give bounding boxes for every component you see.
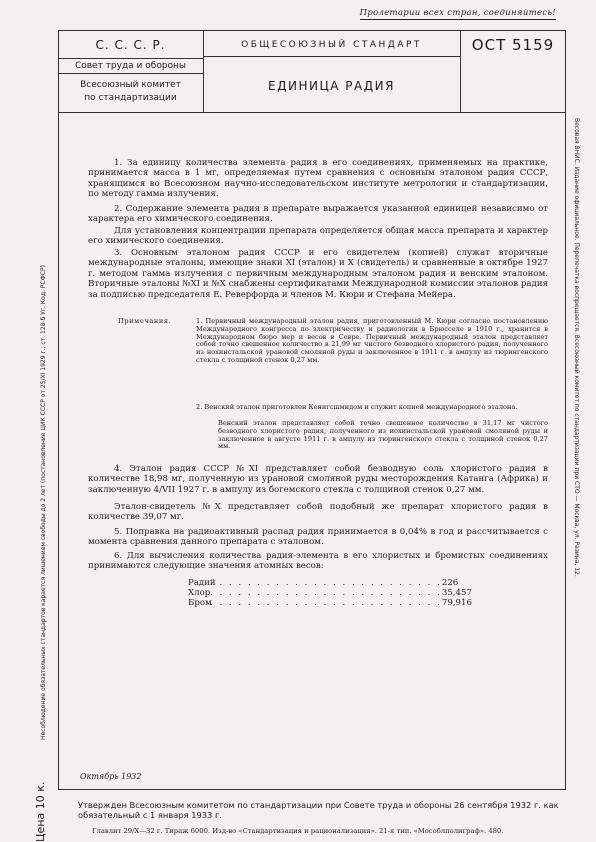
header-issuer-block bbox=[58, 30, 204, 113]
paragraph-2: 2. Содержание элемента радия в препарате выражается указанной единицей независимо от характера его химического соединения. bbox=[88, 204, 548, 225]
side-note-left: Несоблюдение обязательных стандартов карается лишением свободы до 2 лет (постановление ЦИК СССР от 25/XI 1929 г.; ст. 128-б Уг. Код. РСФСР) bbox=[40, 265, 47, 740]
atomic-weight-row: Бром . . . . . . . . . . . . . . . . . . . . . . . . . 79,916 bbox=[188, 598, 472, 608]
paragraph-1: 1. За единицу количества элемента радия в его соединениях, применяемых на практике, принимается масса в 1 мг, определяемая путем сравнения с основным эталоном радия СССР, хранящимся во Всесоюзном научно-исследовательском институте метрологии и стандартизации, по методу гамма излучения. bbox=[88, 158, 548, 200]
page-title: ЕДИНИЦА РАДИЯ bbox=[268, 79, 395, 93]
note-2: 2. Венский эталон приготовлен Кенигсшмидом и служит копией международного эталона. bbox=[196, 403, 518, 411]
standard-type: ОБЩЕСОЮЗНЫЙ СТАНДАРТ bbox=[203, 40, 460, 57]
paragraph-3: 3. Основным эталоном радия СССР и его свидетелем (копией) служат вторичные международные эталоны, имеющие знаки XI (эталон) и X (свидетель) и сравненные в октябре 1927 г. методом гамма излучения с первичным международным эталоном радия и венским эталоном. Вторичные эталоны №XI и №X снабжены сертификатами Международной комиссии эталонов радия за подписью председателя Е. Реверфорда и членов М. Кюри и Стефана Мейера. bbox=[88, 248, 548, 300]
header-title-block bbox=[203, 30, 460, 113]
standard-code: ОСТ 5159 bbox=[471, 36, 555, 54]
motto: Пролетарии всех стран, соединяйтесь! bbox=[359, 8, 556, 18]
paragraph-5: 5. Поправка на радиоактивный распад радия принимается в 0,04% в год и рассчитывается с момента сравнения данного препарата с эталоном. bbox=[88, 527, 548, 548]
date-note: Октябрь 1932 bbox=[80, 772, 142, 781]
header-code-block bbox=[460, 30, 565, 113]
imprint-line: Главлит 29/X—32 г. Тираж 6000. Изд-во «Стандартизация и рационализация». 21-я тип. «Мособлполиграф». 480. bbox=[92, 827, 504, 835]
element-weight: 35,457 bbox=[441, 588, 472, 598]
element-weight: 79,916 bbox=[441, 598, 472, 608]
atomic-weight-row: Радий . . . . . . . . . . . . . . . . . . . . . . . . . 226 bbox=[188, 578, 459, 588]
committee-line-1: Всесоюзный комитет bbox=[80, 80, 181, 90]
element-name: Радий bbox=[188, 578, 216, 588]
atomic-weights-list bbox=[188, 578, 472, 608]
approval-line: Утвержден Всесоюзным комитетом по стандартизации при Совете труда и обороны 26 сентября 1932 г. как обязательный с 1 января 1933 г. bbox=[78, 800, 559, 820]
paragraph-2b: Для установления концентрации препарата определяется общая масса препарата и характер его химического соединения. bbox=[88, 226, 548, 247]
atomic-weight-row: Хлор . . . . . . . . . . . . . . . . . . . . . . . . . 35,457 bbox=[188, 588, 472, 598]
note-2b: Венский эталон представляет собой точно свешенное количество в 31,17 мг чистого безводного хлористого радия, полученного из иохинстальской урановой смоляной руды и заключенное в августе 1911 г. в ампулу из тюрингенского стекла с толщиной стенок 0,27 мм. bbox=[218, 419, 548, 451]
element-weight: 226 bbox=[441, 578, 459, 588]
paragraph-6: 6. Для вычисления количества радия-элемента в его хлористых и бромистых соединениях принимаются следующие значения атомных весов: bbox=[88, 551, 548, 572]
element-name: Бром bbox=[188, 598, 212, 608]
side-note-right: Весовая ВНИС. Издание официальное. Перепечатка воспрещается. Всесоюзный комитет по стандартизации при СТО — Москва, ул. Разина, 12. bbox=[573, 118, 580, 577]
note-1: 1. Первичный международный эталон радия, приготовленный М. Кюри согласно постановлению Международного конгресса по электричеству и радиологии в Брюсселе в 1910 г., хранится в Международном бюро мер и весов в Севре. Первичный международный эталон представляет собой точно свешенное количество в 21,99 мг чистого безводного хлористого радия, полученного из нохинстальской урановой смоляной руды и заключенное в 1911 г. в ампулу из тюрингенского стекла с толщиной стенок 0,27 мм. bbox=[196, 317, 548, 364]
country-label: С. С. С. Р. bbox=[95, 38, 166, 52]
paragraph-4b: Эталон-свидетель №X представляет собой подобный же препарат хлористого радия в количестве 39,07 мг. bbox=[88, 502, 548, 523]
notes-label: Примечания. bbox=[118, 317, 172, 325]
paragraph-4: 4. Эталон радия СССР №XI представляет собой безводную соль хлористого радия в количестве 18,98 мг, полученную из урановой смоляной руды месторождения Катанга (Африка) и заключенную 4/VII 1927 г. в ампулу из богемского стекла с толщиной стенок 0,27 мм. bbox=[88, 464, 548, 495]
council-label: Совет труда и обороны bbox=[58, 58, 203, 74]
committee-line-2: по стандартизации bbox=[84, 93, 177, 103]
element-name: Хлор bbox=[188, 588, 211, 598]
price-label: Цена 10 к. bbox=[34, 781, 47, 842]
